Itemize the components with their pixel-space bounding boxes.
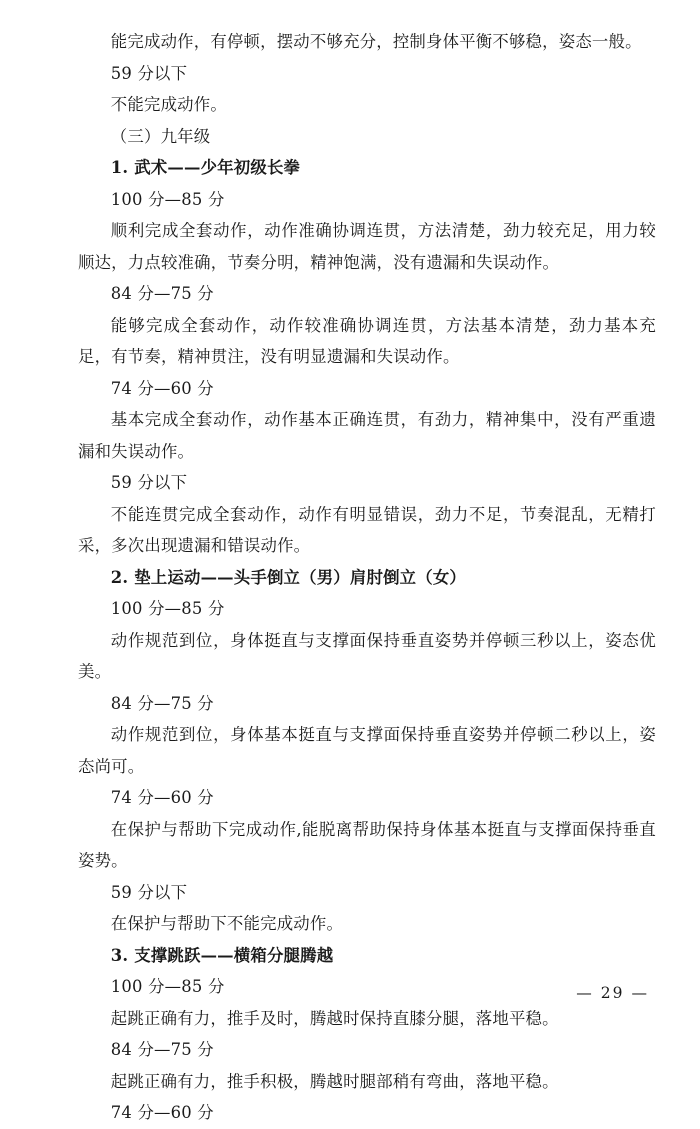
score-range-label: 59 分以下 bbox=[110, 63, 188, 83]
score-range-label: 59 分以下 bbox=[110, 473, 188, 492]
page-footer bbox=[569, 984, 656, 1002]
footer-dash-right: — bbox=[631, 984, 649, 1002]
section-heading: 2. 垫上运动——头手倒立（男）肩肘倒立（女） bbox=[110, 567, 467, 587]
footer-dash-left: — bbox=[576, 984, 594, 1002]
score-range-label: 74 分—60 分 bbox=[110, 1103, 214, 1122]
body-paragraph: 在保护与帮助下完成动作,能脱离帮助保持身体基本挺直与支撑面保持垂直姿势。 bbox=[78, 819, 656, 870]
body-paragraph: 动作规范到位，身体基本挺直与支撑面保持垂直姿势并停顿二秒以上，姿态尚可。 bbox=[78, 725, 656, 776]
body-paragraph: 不能完成动作。 bbox=[110, 95, 227, 114]
body-paragraph: 顺利完成全套动作，动作准确协调连贯，方法清楚，劲力较充足，用力较顺达，力点较准确，节奏分明，精神饱满，没有遗漏和失误动作。 bbox=[78, 221, 656, 272]
body-paragraph: 起跳正确有力，推手及时，腾越时保持直膝分腿，落地平稳。 bbox=[110, 1008, 559, 1028]
score-range-label: 100 分—85 分 bbox=[110, 977, 225, 996]
section-heading: （三）九年级 bbox=[110, 126, 211, 146]
score-range-label: 84 分—75 分 bbox=[110, 284, 214, 303]
body-paragraph: 不能连贯完成全套动作，动作有明显错误，劲力不足，节奏混乱，无精打采，多次出现遗漏和错误动作。 bbox=[78, 504, 656, 555]
score-range-label: 59 分以下 bbox=[110, 882, 188, 902]
score-range-label: 74 分—60 分 bbox=[110, 378, 214, 398]
body-paragraph: 能完成动作，有停顿，摆动不够充分，控制身体平衡不够稳，姿态一般。 bbox=[110, 32, 642, 51]
section-heading: 3. 支撑跳跃——横箱分腿腾越 bbox=[110, 945, 334, 965]
document-body bbox=[78, 26, 656, 1129]
body-paragraph: 能够完成全套动作，动作较准确协调连贯，方法基本清楚，劲力基本充足，有节奏，精神贯注，没有明显遗漏和失误动作。 bbox=[78, 315, 656, 366]
body-paragraph: 基本完成全套动作，动作基本正确连贯，有劲力，精神集中，没有严重遗漏和失误动作。 bbox=[78, 410, 656, 461]
score-range-label: 100 分—85 分 bbox=[110, 599, 225, 618]
score-range-label: 84 分—75 分 bbox=[110, 1040, 214, 1059]
page-number: 29 bbox=[600, 984, 625, 1002]
score-range-label: 100 分—85 分 bbox=[110, 189, 225, 209]
body-paragraph: 起跳正确有力，推手积极，腾越时腿部稍有弯曲，落地平稳。 bbox=[110, 1071, 559, 1091]
body-paragraph: 动作规范到位，身体挺直与支撑面保持垂直姿势并停顿三秒以上，姿态优美。 bbox=[78, 630, 656, 681]
score-range-label: 74 分—60 分 bbox=[110, 788, 214, 807]
score-range-label: 84 分—75 分 bbox=[110, 693, 214, 713]
body-paragraph: 在保护与帮助下不能完成动作。 bbox=[110, 914, 344, 933]
section-heading: 1. 武术——少年初级长拳 bbox=[110, 158, 301, 177]
